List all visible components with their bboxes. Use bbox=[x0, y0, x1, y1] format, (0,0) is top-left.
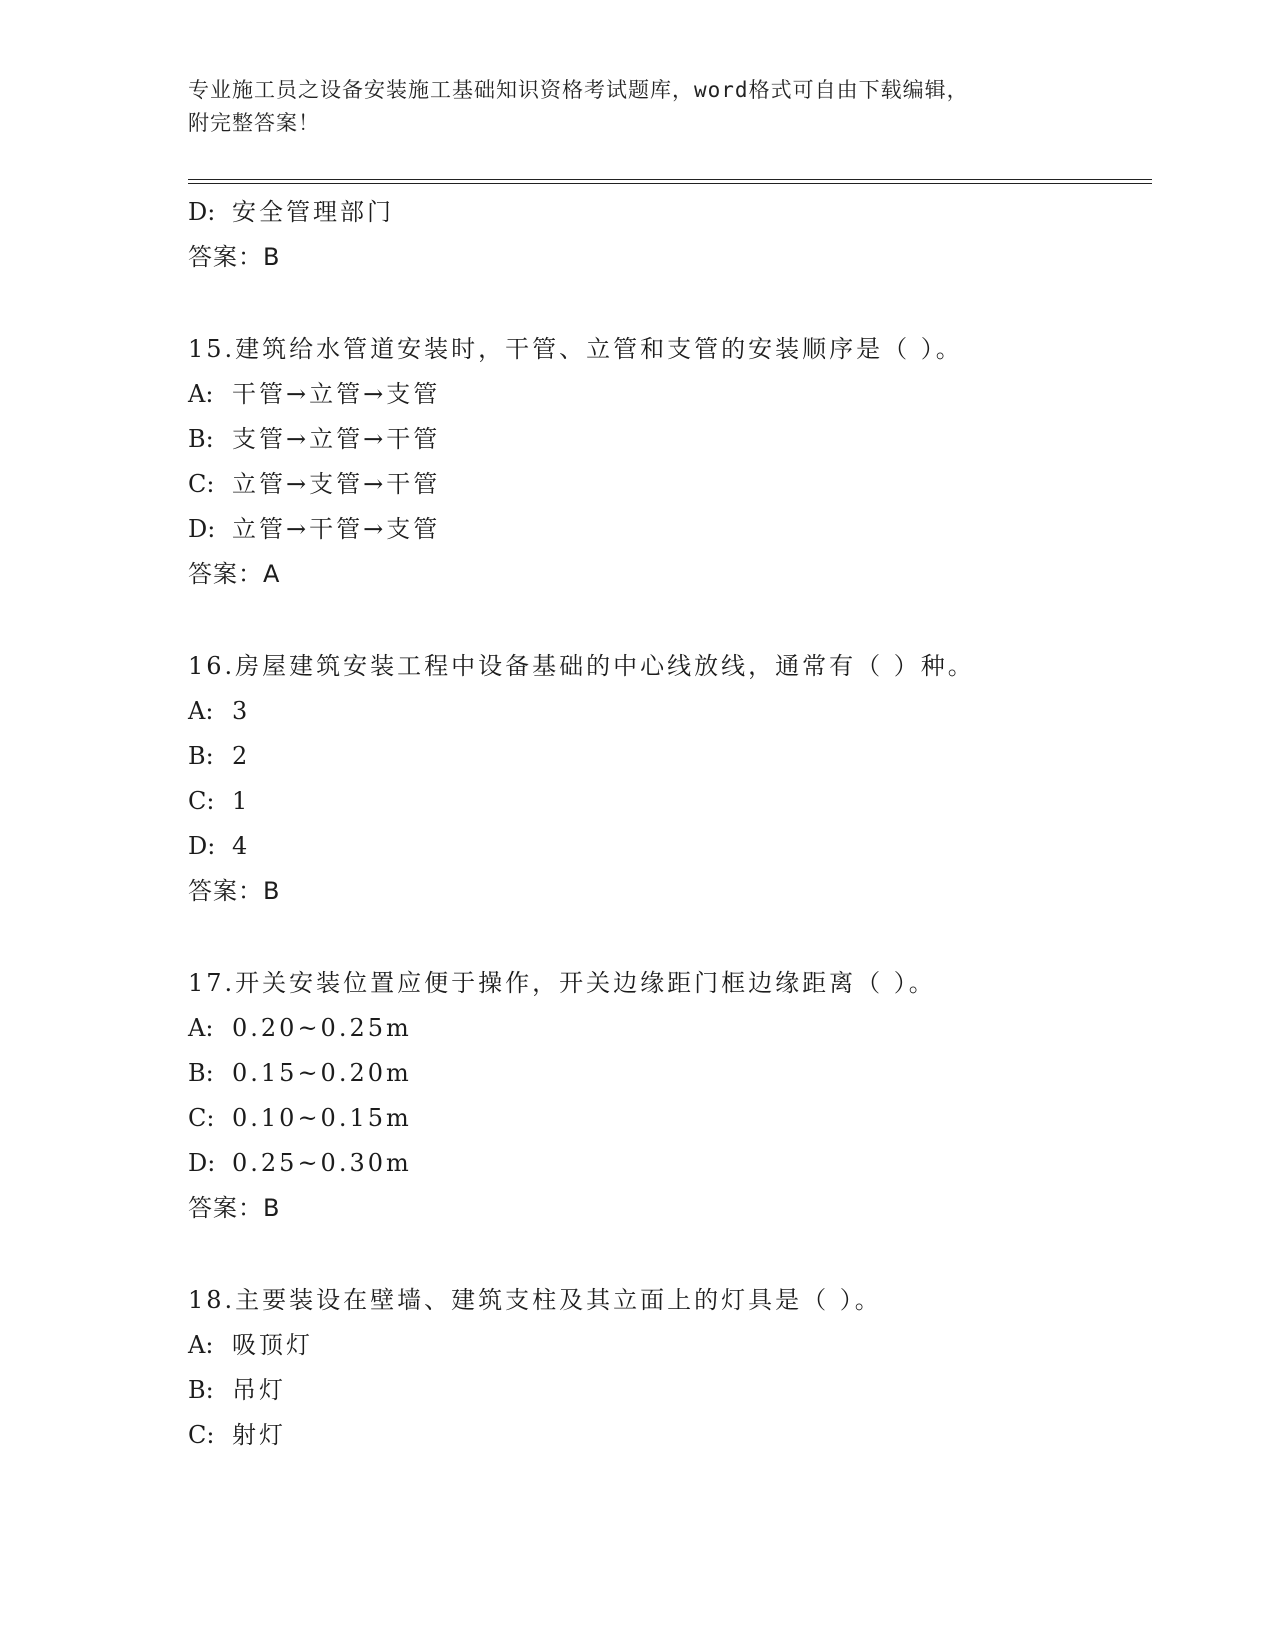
option-label: C: bbox=[188, 470, 215, 498]
header-title-line-2: 附完整答案！ bbox=[188, 111, 320, 135]
option-label: A: bbox=[188, 1331, 214, 1359]
option-label: D: bbox=[188, 1149, 216, 1177]
option-text: 干管→立管→支管 bbox=[232, 380, 441, 408]
question-18-stem: 18.主要装设在壁墙、建筑支柱及其立面上的灯具是（ ）。 bbox=[188, 1286, 882, 1314]
question-15-option-a bbox=[188, 372, 1148, 417]
question-17-option-b bbox=[188, 1051, 1148, 1096]
prev-option-d bbox=[188, 190, 1148, 235]
question-17-stem: 17.开关安装位置应便于操作，开关边缘距门框边缘距离（ ）。 bbox=[188, 969, 936, 997]
option-text: 0.10~0.15m bbox=[232, 1104, 412, 1132]
option-text: 支管→立管→干管 bbox=[232, 425, 441, 453]
option-label: D: bbox=[188, 198, 216, 226]
option-label: A: bbox=[188, 1014, 214, 1042]
question-15-option-c bbox=[188, 462, 1148, 507]
question-16-option-b bbox=[188, 734, 1148, 779]
question-15-answer: 答案：A bbox=[188, 560, 281, 588]
option-label: C: bbox=[188, 1421, 215, 1449]
option-text: 射灯 bbox=[232, 1421, 286, 1449]
option-text: 4 bbox=[232, 832, 251, 860]
question-15-option-b bbox=[188, 417, 1148, 462]
option-text: 0.25~0.30m bbox=[232, 1149, 412, 1177]
option-text: 立管→支管→干管 bbox=[232, 470, 441, 498]
question-18-option-c bbox=[188, 1413, 1148, 1458]
question-18-option-b bbox=[188, 1368, 1148, 1413]
question-15-option-d bbox=[188, 507, 1148, 552]
option-label: C: bbox=[188, 787, 215, 815]
question-17-answer: 答案：B bbox=[188, 1194, 281, 1222]
option-text: 2 bbox=[232, 742, 251, 770]
question-16-stem: 16.房屋建筑安装工程中设备基础的中心线放线，通常有（ ）种。 bbox=[188, 652, 975, 680]
prev-answer: 答案：B bbox=[188, 243, 281, 271]
question-17-option-c bbox=[188, 1096, 1148, 1141]
option-text: 1 bbox=[232, 787, 251, 815]
option-text: 吊灯 bbox=[232, 1376, 286, 1404]
option-label: A: bbox=[188, 380, 214, 408]
option-label: B: bbox=[188, 425, 214, 453]
option-text: 3 bbox=[232, 697, 251, 725]
option-text: 立管→干管→支管 bbox=[232, 515, 441, 543]
option-label: A: bbox=[188, 697, 214, 725]
option-text: 安全管理部门 bbox=[232, 198, 394, 226]
header-divider-top bbox=[188, 179, 1152, 180]
question-16-answer: 答案：B bbox=[188, 877, 281, 905]
question-16-option-a bbox=[188, 689, 1148, 734]
header-title-line-1: 专业施工员之设备安装施工基础知识资格考试题库，word格式可自由下载编辑， bbox=[188, 78, 969, 102]
option-label: D: bbox=[188, 832, 216, 860]
option-text: 吸顶灯 bbox=[232, 1331, 313, 1359]
document-header bbox=[188, 74, 1088, 140]
option-label: B: bbox=[188, 1059, 214, 1087]
option-label: B: bbox=[188, 1376, 214, 1404]
question-list bbox=[188, 190, 1148, 1458]
option-label: D: bbox=[188, 515, 216, 543]
question-16-option-d bbox=[188, 824, 1148, 869]
option-text: 0.20~0.25m bbox=[232, 1014, 412, 1042]
question-17-option-d bbox=[188, 1141, 1148, 1186]
option-label: B: bbox=[188, 742, 214, 770]
option-text: 0.15~0.20m bbox=[232, 1059, 412, 1087]
question-17-option-a bbox=[188, 1006, 1148, 1051]
question-15-stem: 15.建筑给水管道安装时，干管、立管和支管的安装顺序是（ ）。 bbox=[188, 335, 963, 363]
question-16-option-c bbox=[188, 779, 1148, 824]
option-label: C: bbox=[188, 1104, 215, 1132]
question-18-option-a bbox=[188, 1323, 1148, 1368]
header-divider-bottom bbox=[188, 183, 1152, 184]
